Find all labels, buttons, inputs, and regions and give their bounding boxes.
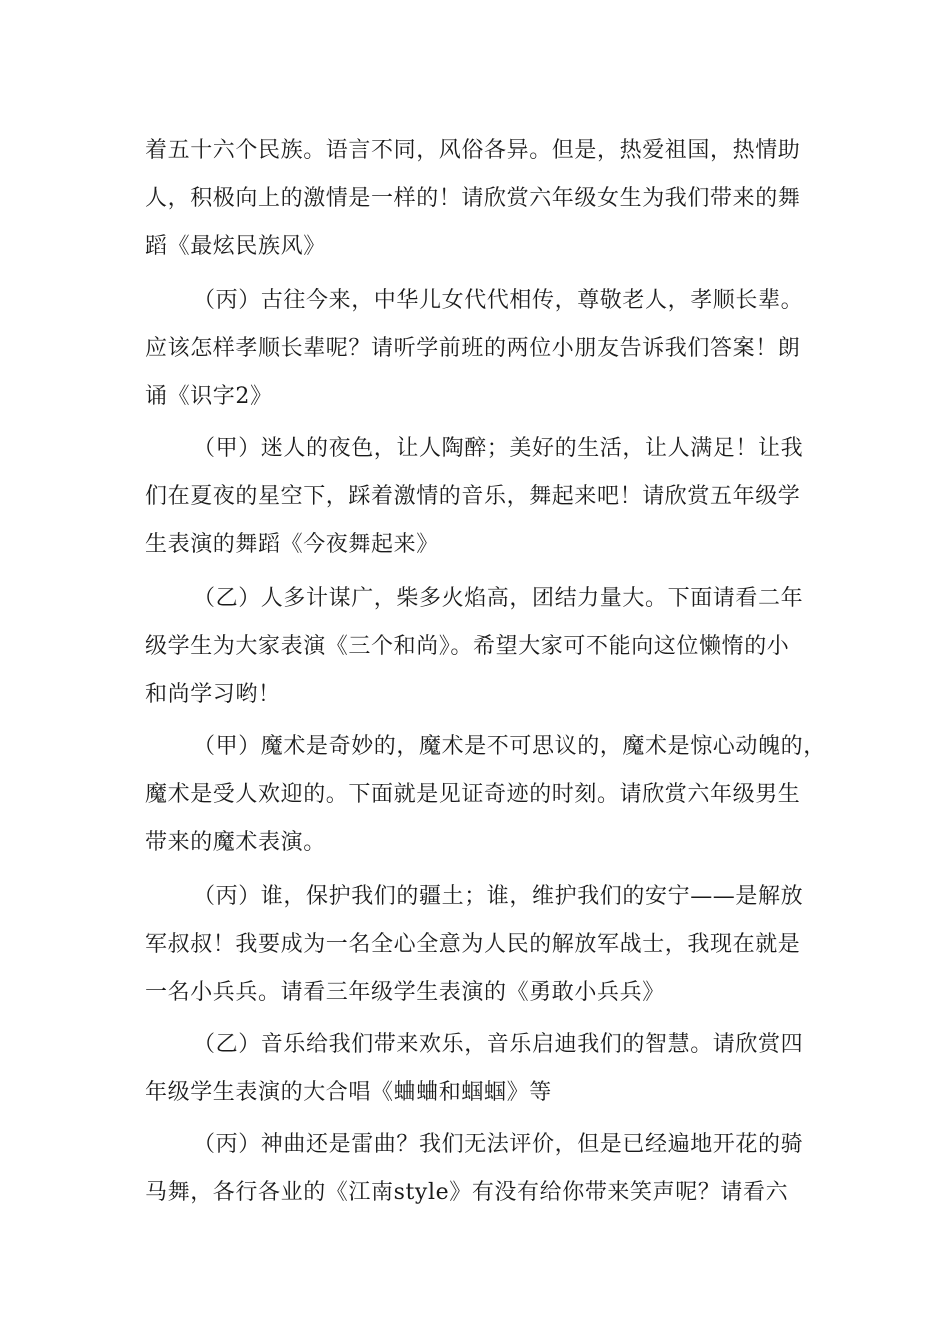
text-line: 年级学生表演的大合唱《蛐蛐和蝈蝈》等 [145, 1080, 552, 1105]
text-line: 着五十六个民族。语言不同，风俗各异。但是，热爱祖国，热情助 [145, 138, 801, 163]
text-line: （甲）魔术是奇妙的，魔术是不可思议的，魔术是惊心动魄的， [193, 734, 826, 759]
text-line: 和尚学习哟！ [145, 682, 281, 707]
text-line: 带来的魔术表演。 [145, 830, 326, 855]
text-line: 应该怎样孝顺长辈呢？请听学前班的两位小朋友告诉我们答案！朗 [145, 336, 801, 361]
text-line: 军叔叔！我要成为一名全心全意为人民的解放军战士，我现在就是 [145, 932, 801, 957]
text-line: （丙）古往今来，中华儿女代代相传，尊敬老人，孝顺长辈。 [193, 288, 804, 313]
text-line: 魔术是受人欢迎的。下面就是见证奇迹的时刻。请欣赏六年级男生 [145, 782, 801, 807]
text-line: （甲）迷人的夜色，让人陶醉；美好的生活，让人满足！让我 [193, 436, 804, 461]
text-line: （乙）音乐给我们带来欢乐，音乐启迪我们的智慧。请欣赏四 [193, 1032, 804, 1057]
text-line: 生表演的舞蹈《今夜舞起来》 [145, 532, 439, 557]
text-line: 一名小兵兵。请看三年级学生表演的《勇敢小兵兵》 [145, 980, 665, 1005]
text-line: 级学生为大家表演《三个和尚》。希望大家可不能向这位懒惰的小 [145, 634, 790, 659]
text-line: 马舞，各行各业的《江南style》有没有给你带来笑声呢？请看六 [145, 1180, 789, 1205]
text-line: 诵《识字2》 [145, 384, 273, 409]
text-line: （丙）谁，保护我们的疆土；谁，维护我们的安宁——是解放 [193, 884, 804, 909]
text-line: 蹈《最炫民族风》 [145, 234, 326, 259]
text-line: 人，积极向上的激情是一样的！请欣赏六年级女生为我们带来的舞 [145, 186, 801, 211]
text-line: 们在夏夜的星空下，踩着激情的音乐，舞起来吧！请欣赏五年级学 [145, 484, 801, 509]
text-line: （丙）神曲还是雷曲？我们无法评价，但是已经遍地开花的骑 [193, 1132, 804, 1157]
text-line: （乙）人多计谋广，柴多火焰高，团结力量大。下面请看二年 [193, 586, 804, 611]
